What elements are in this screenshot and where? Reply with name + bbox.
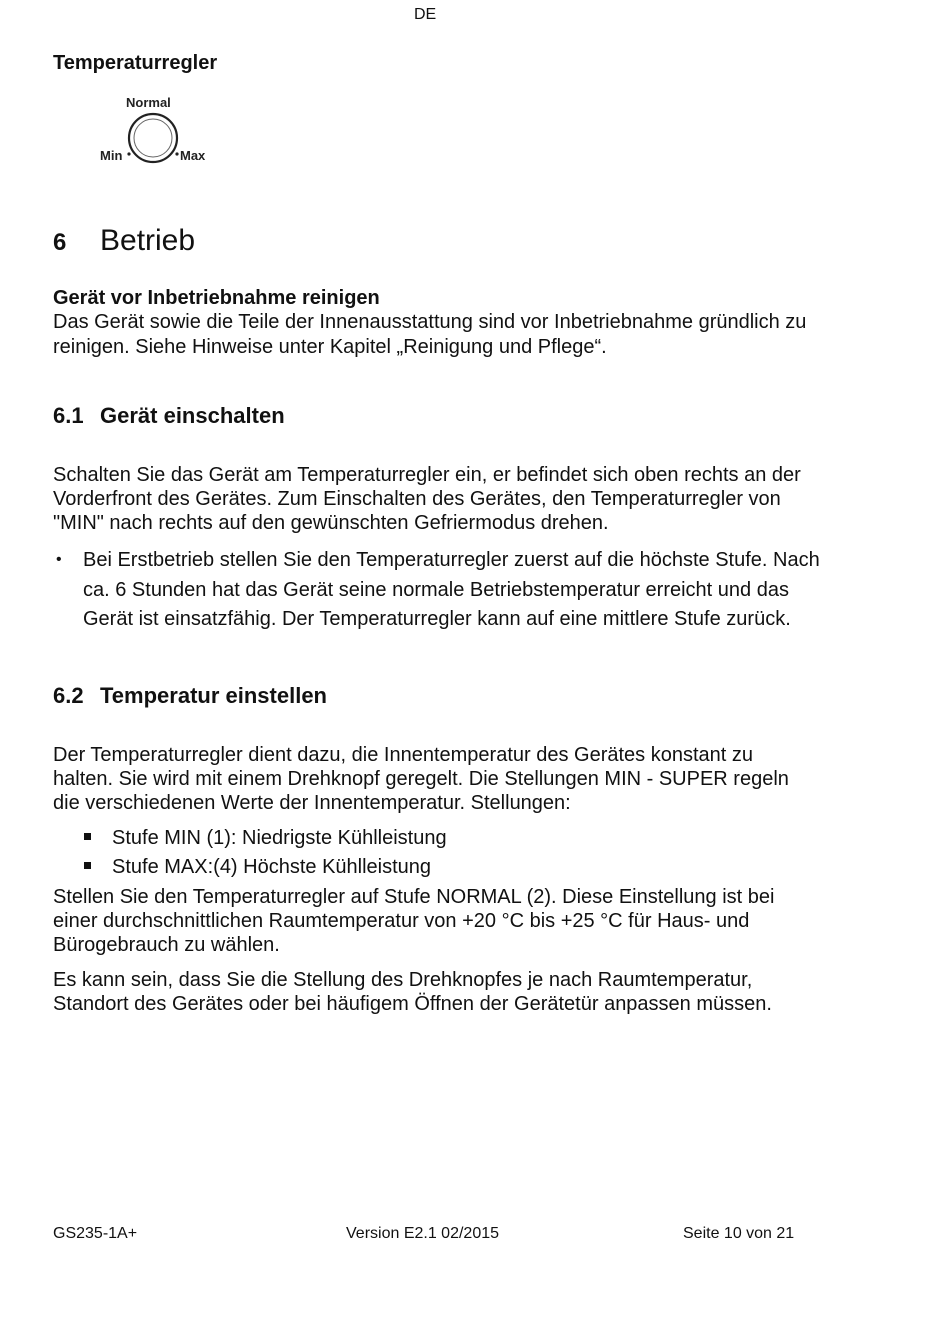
section-2-line: die verschiedenen Werte der Innentemperatur. Stellungen: <box>53 792 571 814</box>
section-2-para2-line: Bürogebrauch zu wählen. <box>53 934 280 956</box>
intro-line: reinigen. Siehe Hinweise unter Kapitel „Reinigung und Pflege“. <box>53 336 607 358</box>
dial-max-marker <box>175 152 178 155</box>
section-1-line: Schalten Sie das Gerät am Temperaturregler ein, er befindet sich oben rechts an der <box>53 464 801 486</box>
section-2-title: Temperatur einstellen <box>100 683 327 708</box>
section-2-line: halten. Sie wird mit einem Drehknopf geregelt. Die Stellungen MIN - SUPER regeln <box>53 768 789 790</box>
square-bullet <box>84 862 91 869</box>
list-item: Stufe MIN (1): Niedrigste Kühlleistung <box>112 827 447 849</box>
section-2-number: 6.2 <box>53 683 84 708</box>
dial-heading: Temperaturregler <box>53 52 218 74</box>
bullet-line: ca. 6 Stunden hat das Gerät seine normale Betriebstemperatur erreicht und das <box>83 579 789 601</box>
square-bullet <box>84 833 91 840</box>
section-1-line: Vorderfront des Gerätes. Zum Einschalten des Gerätes, den Temperaturregler von <box>53 488 781 510</box>
bullet-line: Bei Erstbetrieb stellen Sie den Temperaturregler zuerst auf die höchste Stufe. Nach <box>83 549 820 571</box>
dial-label-min: Min <box>100 148 123 163</box>
bullet-line: Gerät ist einsatzfähig. Der Temperaturregler kann auf eine mittlere Stufe zurück. <box>83 608 791 630</box>
temperature-dial-diagram <box>98 94 213 166</box>
language-marker: DE <box>414 6 437 23</box>
list-item: Stufe MAX:(4) Höchste Kühlleistung <box>112 856 432 878</box>
bullet-dot: • <box>56 551 62 568</box>
section-1-title: Gerät einschalten <box>100 403 285 428</box>
footer-page-number: Seite 10 von 21 <box>683 1225 795 1242</box>
dial-label-max: Max <box>180 148 206 163</box>
section-2-para3-line: Es kann sein, dass Sie die Stellung des Drehknopfes je nach Raumtemperatur, <box>53 969 753 991</box>
footer-model: GS235-1A+ <box>53 1225 138 1242</box>
section-1-number: 6.1 <box>53 403 84 428</box>
section-2-para3-line: Standort des Gerätes oder bei häufigem Öffnen der Gerätetür anpassen müssen. <box>53 993 772 1015</box>
dial-min-marker <box>127 152 130 155</box>
section-2-para2-line: einer durchschnittlichen Raumtemperatur von +20 °C bis +25 °C für Haus- und <box>53 910 750 932</box>
chapter-number: 6 <box>53 229 67 256</box>
chapter-title: Betrieb <box>100 224 196 257</box>
dial-label-normal: Normal <box>126 95 171 110</box>
footer-version: Version E2.1 02/2015 <box>346 1225 500 1242</box>
section-2-line: Der Temperaturregler dient dazu, die Innentemperatur des Gerätes konstant zu <box>53 744 754 766</box>
section-2-para2-line: Stellen Sie den Temperaturregler auf Stufe NORMAL (2). Diese Einstellung ist bei <box>53 886 775 908</box>
section-1-line: "MIN" nach rechts auf den gewünschten Gefriermodus drehen. <box>53 512 609 534</box>
dial-knob <box>129 114 177 162</box>
intro-heading: Gerät vor Inbetriebnahme reinigen <box>53 287 380 309</box>
intro-line: Das Gerät sowie die Teile der Innenausstattung sind vor Inbetriebnahme gründlich zu <box>53 311 807 333</box>
